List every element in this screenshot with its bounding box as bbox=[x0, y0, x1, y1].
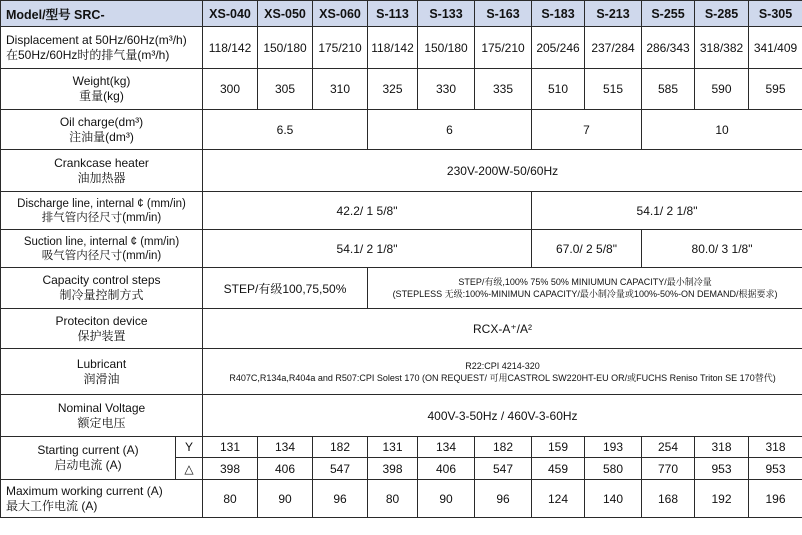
starting-y-cell: 182 bbox=[313, 437, 368, 458]
weight-cell: 515 bbox=[585, 69, 642, 110]
oil-charge-cell: 10 bbox=[642, 110, 802, 150]
model-header: S-305 bbox=[749, 1, 802, 27]
starting-y-cell: 131 bbox=[368, 437, 418, 458]
max-current-label: Maximum working current (A) 最大工作电流 (A) bbox=[1, 480, 203, 518]
max-current-row bbox=[1, 480, 802, 518]
model-header: S-183 bbox=[532, 1, 585, 27]
weight-cell: 300 bbox=[203, 69, 258, 110]
max-current-cell: 80 bbox=[368, 480, 418, 518]
model-header: XS-040 bbox=[203, 1, 258, 27]
starting-delta-cell: 580 bbox=[585, 458, 642, 480]
starting-y-cell: 131 bbox=[203, 437, 258, 458]
model-header: S-285 bbox=[695, 1, 749, 27]
starting-delta-cell: 459 bbox=[532, 458, 585, 480]
starting-y-cell: 318 bbox=[695, 437, 749, 458]
model-label: Model/型号 SRC- bbox=[1, 1, 203, 27]
max-current-cell: 96 bbox=[475, 480, 532, 518]
starting-delta-cell: 547 bbox=[475, 458, 532, 480]
starting-delta-cell: 406 bbox=[258, 458, 313, 480]
max-current-cell: 80 bbox=[203, 480, 258, 518]
starting-y-cell: 318 bbox=[749, 437, 802, 458]
capacity-label: Capacity control steps 制冷量控制方式 bbox=[1, 268, 203, 309]
voltage-cell: 400V-3-50Hz / 460V-3-60Hz bbox=[203, 395, 802, 437]
starting-delta-cell: 547 bbox=[313, 458, 368, 480]
starting-delta-cell: 398 bbox=[368, 458, 418, 480]
weight-cell: 590 bbox=[695, 69, 749, 110]
header-row bbox=[1, 1, 802, 27]
model-header: XS-050 bbox=[258, 1, 313, 27]
weight-cell: 305 bbox=[258, 69, 313, 110]
discharge-cell: 42.2/ 1 5/8" bbox=[203, 192, 532, 230]
starting-delta-cell: 953 bbox=[695, 458, 749, 480]
starting-y-cell: 159 bbox=[532, 437, 585, 458]
starting-current-label: Starting current (A) 启动电流 (A) bbox=[1, 437, 176, 480]
weight-cell: 325 bbox=[368, 69, 418, 110]
suction-label: Suction line, internal ¢ (mm/in) 吸气管内径尺寸(mm/in) bbox=[1, 230, 203, 268]
delta-connection-symbol: △ bbox=[176, 458, 203, 480]
weight-cell: 595 bbox=[749, 69, 802, 110]
weight-cell: 335 bbox=[475, 69, 532, 110]
capacity-stepless-cell: STEP/有级,100% 75% 50% MINIUMUN CAPACITY/最小制冷量 (STEPLESS 无级:100%-MINIMUN CAPACITY/最小制冷量或100%-50%-ON DEMAND/根据要求) bbox=[368, 268, 802, 309]
suction-cell: 67.0/ 2 5/8" bbox=[532, 230, 642, 268]
oil-charge-label: Oil charge(dm³) 注油量(dm³) bbox=[1, 110, 203, 150]
max-current-cell: 124 bbox=[532, 480, 585, 518]
weight-cell: 510 bbox=[532, 69, 585, 110]
max-current-cell: 90 bbox=[418, 480, 475, 518]
weight-cell: 585 bbox=[642, 69, 695, 110]
max-current-cell: 90 bbox=[258, 480, 313, 518]
displacement-cell: 237/284 bbox=[585, 27, 642, 69]
displacement-cell: 341/409 bbox=[749, 27, 802, 69]
model-header: S-163 bbox=[475, 1, 532, 27]
discharge-row bbox=[1, 192, 802, 230]
displacement-row bbox=[1, 27, 802, 69]
starting-y-cell: 134 bbox=[258, 437, 313, 458]
discharge-cell: 54.1/ 2 1/8" bbox=[532, 192, 802, 230]
model-header: S-133 bbox=[418, 1, 475, 27]
suction-cell: 80.0/ 3 1/8" bbox=[642, 230, 802, 268]
starting-y-cell: 182 bbox=[475, 437, 532, 458]
starting-delta-cell: 406 bbox=[418, 458, 475, 480]
suction-row bbox=[1, 230, 802, 268]
oil-charge-cell: 7 bbox=[532, 110, 642, 150]
crankcase-cell: 230V-200W-50/60Hz bbox=[203, 150, 802, 192]
starting-y-cell: 254 bbox=[642, 437, 695, 458]
capacity-step-cell: STEP/有级100,75,50% bbox=[203, 268, 368, 309]
weight-label: Weight(kg) 重量(kg) bbox=[1, 69, 203, 110]
displacement-label: Displacement at 50Hz/60Hz(m³/h) 在50Hz/60Hz时的排气量(m³/h) bbox=[1, 27, 203, 69]
starting-delta-cell: 398 bbox=[203, 458, 258, 480]
starting-y-cell: 193 bbox=[585, 437, 642, 458]
oil-charge-cell: 6.5 bbox=[203, 110, 368, 150]
displacement-cell: 150/180 bbox=[258, 27, 313, 69]
voltage-row bbox=[1, 395, 802, 437]
starting-y-cell: 134 bbox=[418, 437, 475, 458]
lubricant-cell: R22:CPI 4214-320 R407C,R134a,R404a and R507:CPI Solest 170 (ON REQUEST/ 可用CASTROL SW220HT-EU OR/或FUCHS Reniso Triton SE 170替代) bbox=[203, 349, 802, 395]
lubricant-label: Lubricant 润滑油 bbox=[1, 349, 203, 395]
model-header: S-213 bbox=[585, 1, 642, 27]
displacement-cell: 205/246 bbox=[532, 27, 585, 69]
weight-cell: 310 bbox=[313, 69, 368, 110]
weight-cell: 330 bbox=[418, 69, 475, 110]
weight-row bbox=[1, 69, 802, 110]
displacement-cell: 286/343 bbox=[642, 27, 695, 69]
model-header: XS-060 bbox=[313, 1, 368, 27]
displacement-cell: 118/142 bbox=[203, 27, 258, 69]
protection-label: Proteciton device 保护装置 bbox=[1, 309, 203, 349]
protection-cell: RCX-A⁺/A² bbox=[203, 309, 802, 349]
voltage-label: Nominal Voltage 额定电压 bbox=[1, 395, 203, 437]
max-current-cell: 140 bbox=[585, 480, 642, 518]
oil-charge-cell: 6 bbox=[368, 110, 532, 150]
capacity-row bbox=[1, 268, 802, 309]
crankcase-row bbox=[1, 150, 802, 192]
starting-delta-cell: 953 bbox=[749, 458, 802, 480]
oil-charge-row bbox=[1, 110, 802, 150]
model-header: S-113 bbox=[368, 1, 418, 27]
suction-cell: 54.1/ 2 1/8" bbox=[203, 230, 532, 268]
model-header: S-255 bbox=[642, 1, 695, 27]
crankcase-label: Crankcase heater 油加热器 bbox=[1, 150, 203, 192]
starting-delta-cell: 770 bbox=[642, 458, 695, 480]
max-current-cell: 192 bbox=[695, 480, 749, 518]
lubricant-row bbox=[1, 349, 802, 395]
max-current-cell: 168 bbox=[642, 480, 695, 518]
displacement-cell: 150/180 bbox=[418, 27, 475, 69]
displacement-cell: 175/210 bbox=[313, 27, 368, 69]
protection-row bbox=[1, 309, 802, 349]
max-current-cell: 96 bbox=[313, 480, 368, 518]
displacement-cell: 175/210 bbox=[475, 27, 532, 69]
discharge-label: Discharge line, internal ¢ (mm/in) 排气管内径尺寸(mm/in) bbox=[1, 192, 203, 230]
star-connection-symbol: Y bbox=[176, 437, 203, 458]
starting-current-y-row bbox=[1, 437, 802, 458]
max-current-cell: 196 bbox=[749, 480, 802, 518]
displacement-cell: 318/382 bbox=[695, 27, 749, 69]
displacement-cell: 118/142 bbox=[368, 27, 418, 69]
